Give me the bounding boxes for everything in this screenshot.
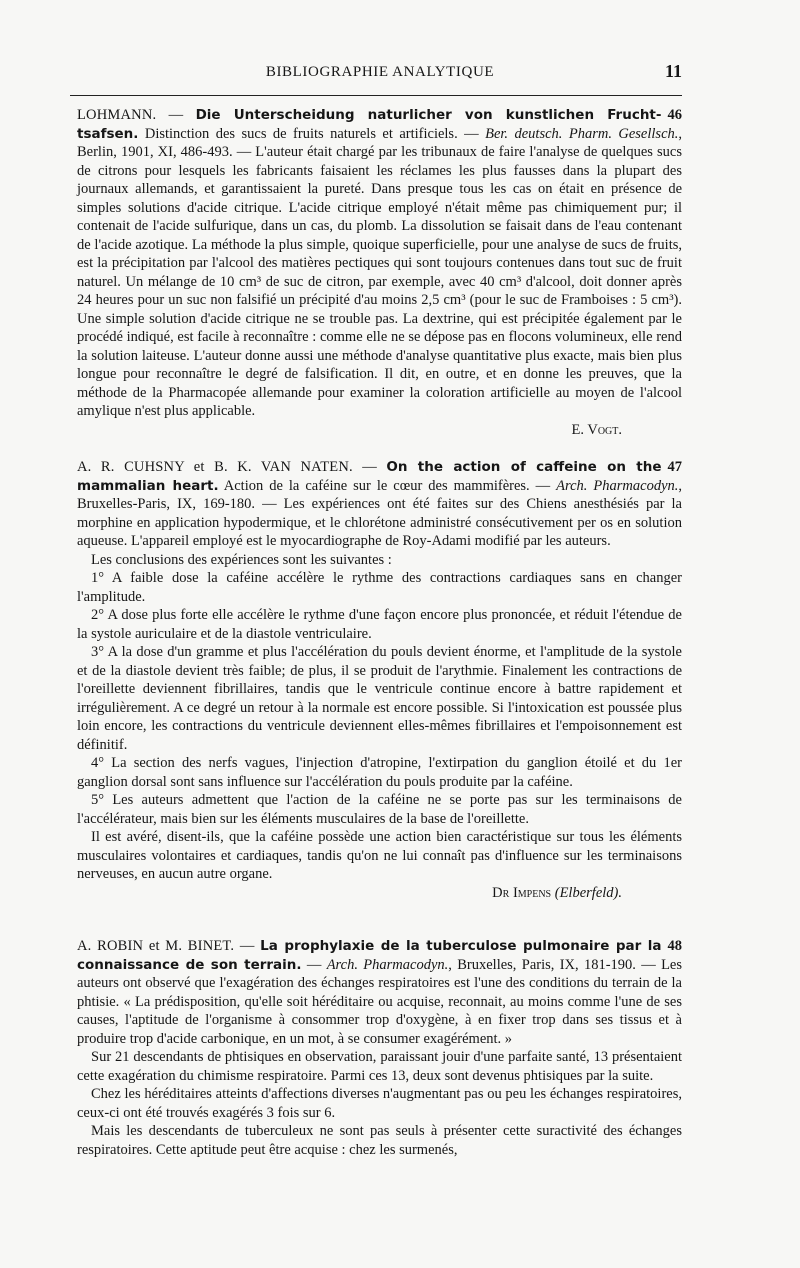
- entry-number: 46: [667, 107, 682, 123]
- entry-title: On the action of caffeine on the mammalian heart.: [77, 459, 662, 494]
- entry-journal: Ber. deutsch. Pharm. Gesellsch.: [485, 125, 679, 142]
- entry-48: [77, 937, 682, 1159]
- entry-citation: , Bruxelles-Paris, IX, 169-180. — Les expériences ont été faites sur des Chiens anesthésiés par la morphine en application hypodermique, et le chlorétone administré consécutivement per os en solution aqueuse. L'appareil employé est le myocardiographe de Roy-Adami modifié par les auteurs.: [77, 477, 683, 549]
- entry-paragraph: L'auteur était chargé par les tribunaux de faire l'analyse de quelques sucs de citrons pour lesquels les fabricants faisaient les réclames les plus fausses dans la plupart des journaux allemands, et garantissaient la pureté. Dans presque tous les cas on était en présence de simples solutions d'acide citrique. L'acide citrique employé n'était même pas chimiquement pur; il contenait de l'acide sulfurique, dans un cas, du plomb. La dissolution se faisait dans de l'eau contenant de l'acide azotique. La méthode la plus simple, quoique superficielle, pour une analyse de sucs de fruits, est la précipitation par l'alcool des matières pectiques qui sont toujours contenues dans tout suc de fruit naturel. Un mélange de 10 cm³ de suc de citron, par exemple, avec 40 cm³ d'alcool, doit donner après 24 heures pour un suc non falsifié un précipité d'au moins 2,5 cm³ (pour le suc de Framboises : 5 cm³). Une simple solution d'acide citrique ne se trouble pas. La dextrine, qui est précipitée également par le procédé indiqué, est facile à reconnaître : comme elle ne se dépose pas en flocons volumineux, elle rend la solution laiteuse. L'auteur donne aussi une méthode d'analyse quantitative plus exacte, mais bien plus longue pour reconnaître le degré de falsification. Il dit, en outre, et en donne les preuves, que la méthode de la Pharmacopée allemande pour examiner la coloration artificielle au moyen de l'alcool amylique n'est plus applicable.: [77, 144, 682, 419]
- entry-46: [77, 106, 682, 439]
- entry-heading: [77, 106, 682, 421]
- page-number: 11: [664, 61, 682, 81]
- entry-paragraph: Mais les descendants de tuberculeux ne sont pas seuls à présenter cette suractivité des échanges respiratoires. Cette aptitude peut être acquise : chez les surmenés,: [77, 1123, 682, 1158]
- entry-heading: [77, 937, 682, 1048]
- entry-title: La prophylaxie de la tuberculose pulmonaire par la connaissance de son terrain.: [77, 938, 662, 973]
- entry-journal: Arch. Pharmacodyn.: [326, 956, 449, 973]
- entry-paragraph: Les conclusions des expériences sont les suivantes :: [91, 551, 392, 568]
- running-title: BIBLIOGRAPHIE ANALYTIQUE: [265, 64, 495, 80]
- entry-47: [77, 458, 682, 902]
- header-rule: [70, 95, 682, 96]
- entry-number: 48: [667, 938, 682, 954]
- running-header: [78, 61, 682, 90]
- entry-paragraph: 4° La section des nerfs vagues, l'injection d'atropine, l'extirpation du ganglion étoilé et du 1er ganglion dorsal sont sans influence sur l'accélération du pouls produite par la caféine.: [77, 755, 682, 790]
- signature-name: Dr Impens: [492, 884, 552, 901]
- entry-authors: A. ROBIN et M. BINET. —: [77, 938, 261, 954]
- entry-signature: [77, 421, 682, 440]
- entry-authors: LOHMANN. —: [77, 107, 196, 123]
- entry-title-translation: Distinction des sucs de fruits naturels et artificiels. —: [138, 125, 486, 142]
- entry-heading: [77, 458, 682, 551]
- entry-title-translation: Action de la caféine sur le cœur des mammifères. —: [218, 477, 557, 494]
- entry-paragraph: 5° Les auteurs admettent que l'action de la caféine ne se porte pas sur les terminaisons de l'accélérateur, mais bien sur les éléments musculaires de la base de l'oreillette.: [77, 792, 682, 827]
- entry-paragraph: 2° A dose plus forte elle accélère le rythme d'une façon encore plus prononcée, et réduit l'étendue de la systole auriculaire et de la diastole ventriculaire.: [77, 607, 682, 642]
- entry-citation: , Bruxelles, Paris, IX, 181-190. — Les auteurs ont observé que l'exagération des échanges respiratoires est l'une des conditions du terrain de la phtisie. « La prédisposition, qu'elle soit héréditaire ou acquise, reconnait, au moins comme l'une de ses causes, l'aptitude de l'organisme à consommer trop d'oxygène, à en fixer trop dans ses tissus et à produire trop d'acide carbonique, en un mot, à se consumer exagérément. »: [77, 956, 683, 1047]
- entry-paragraph: 1° A faible dose la caféine accélère le rythme des contractions cardiaques sans en changer l'amplitude.: [77, 570, 682, 605]
- entry-title-translation: —: [301, 956, 327, 973]
- signature-name: E. Vogt.: [571, 421, 622, 438]
- entry-citation: , Berlin, 1901, XI, 486-493. —: [77, 125, 683, 160]
- entry-paragraph: Sur 21 descendants de phtisiques en observation, paraissant jouir d'une parfaite santé, 13 présentaient cette exagération du chimisme respiratoire. Parmi ces 13, deux sont devenus phtisiques par la suite.: [77, 1049, 682, 1084]
- entry-authors: A. R. CUHSNY et B. K. VAN NATEN. —: [77, 459, 387, 475]
- entry-paragraph: Chez les héréditaires atteints d'affections diverses n'augmentant pas ou peu les échanges respiratoires, ceux-ci ont été trouvés exagérés 3 fois sur 6.: [77, 1086, 682, 1121]
- signature-place: (Elberfeld).: [554, 884, 622, 901]
- entry-paragraph: Il est avéré, disent-ils, que la caféine possède une action bien caractéristique sur tous les éléments musculaires volontaires et cardiaques, tandis qu'on ne lui connaît pas d'influence sur les terminaisons nerveuses, en aucun autre organe.: [77, 829, 682, 882]
- entry-number: 47: [667, 459, 682, 475]
- entry-signature: [77, 884, 682, 903]
- entry-title: Die Unterscheidung naturlicher von kunstlichen Frucht-tsafsen.: [77, 107, 662, 142]
- entry-paragraph: 3° A la dose d'un gramme et plus l'accélération du pouls devient énorme, et l'amplitude de la systole et de la diastole devient très faible; de plus, il se produit de l'arythmie. Finalement les contractions de l'oreillette deviennent fibrillaires, tandis que le ventricule continue encore à battre rapidement et irrégulièrement. A ce degré un retour à la normale est encore possible. Si l'intoxication est poussée plus loin encore, les contractions du ventricule deviennent elles-mêmes fibrillaires et l'empoisonnement est définitif.: [77, 644, 682, 753]
- entry-journal: Arch. Pharmacodyn.: [556, 477, 679, 494]
